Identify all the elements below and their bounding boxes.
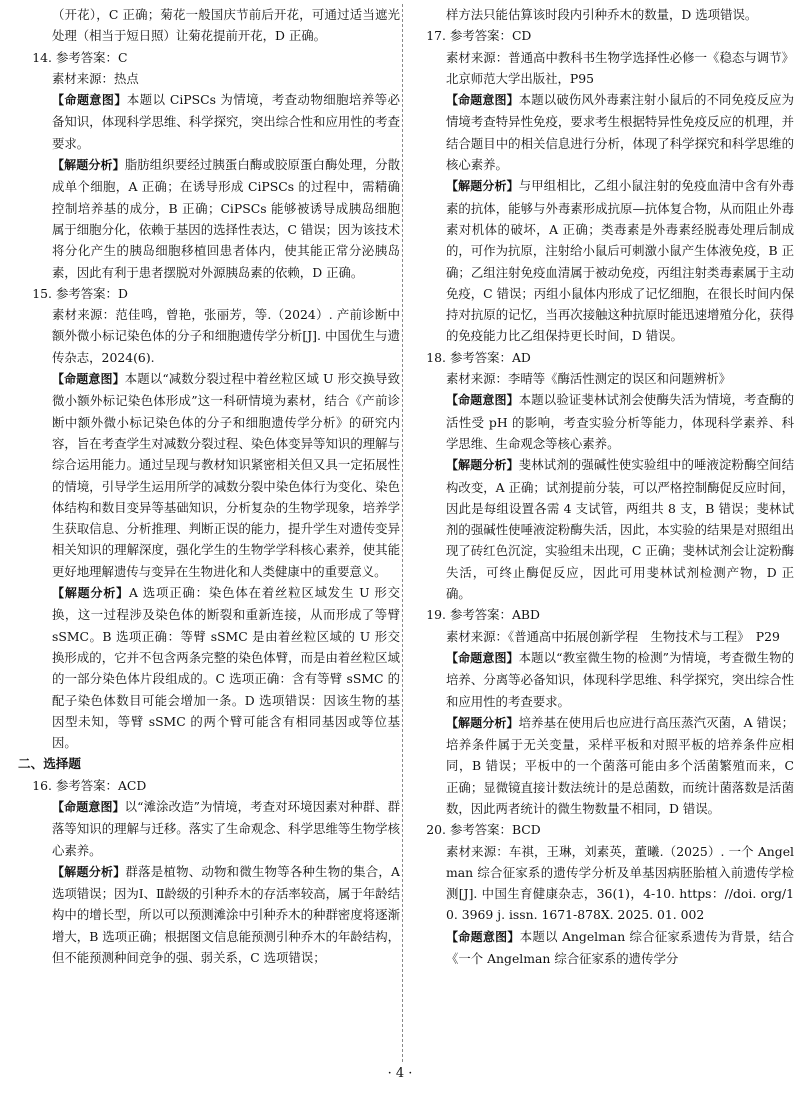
intent-text: 以“滩涂改造”为情境，考查对环境因素对种群、群落等知识的理解与迁移。落实了生命观念、科学思维等生物学核心素养。 [52,798,400,858]
question-number: 16. [32,777,52,793]
material-source: 素材来源：范佳鸣，曾艳，张丽芳，等.（2024）. 产前诊断中额外微小标记染色体的分子和细胞遗传学分析[J]. 中国优生与遗传杂志，2024(6). [52,307,400,365]
intent-label: 【命题意图】 [446,93,519,108]
question-16 [18,775,400,969]
answer-key: 参考答案：C [56,49,128,65]
question-number: 20. [426,822,446,838]
analysis-text: 群落是植物、动物和微生物等各种生物的集合，A 选项错误；因为Ⅰ、Ⅱ龄级的引种乔木的存活率较高，属于年龄结构中的增长型，所以可以预测滩涂中引种乔木的种群密度将逐渐增大，B 选项正确；根据图文信息能预测引种乔木的年龄结构，但不能预测种间竞争的强、弱关系，C 选项错误； [52,863,400,966]
answer-key: 参考答案：D [56,285,128,301]
question-18 [412,347,794,605]
intent-text: 本题以破伤风外毒素注射小鼠后的不同免疫反应为情境考查特异性免疫，要求考生根据特异性免疫反应的机理，并结合题目中的相关信息进行分析，体现了科学探究和科学思维的核心素养。 [446,92,794,173]
analysis-label: 【解题分析】 [52,586,130,601]
intent-label: 【命题意图】 [52,799,125,814]
question-number: 15. [32,285,52,301]
question-19 [412,604,794,819]
page-number: · 4 · [387,1066,413,1081]
analysis-label: 【解题分析】 [446,715,519,730]
analysis-text: A 选项正确：染色体在着丝粒区域发生 U 形交换，这一过程涉及染色体的断裂和重新连接，从而形成了等臂 sSMC。B 选项正确：等臂 sSMC 是由着丝粒区域的 U 形交换形成的，它并不包含两条完整的染色体臂，而是由着丝粒区域的一部分染色体片段组成的。C 选项正确：含有等臂 sSMC 的配子染色体数目可能会增加一条。D 选项错误：因该生物的基因型未知，等臂 sSMC 的两个臂可能含有相同基因或等位基因。 [52,585,400,751]
section-title: 二、选择题 [18,756,81,772]
intent-label: 【命题意图】 [446,393,519,408]
question-17 [412,25,794,346]
analysis-label: 【解题分析】 [52,158,125,173]
analysis-text: 与甲组相比，乙组小鼠注射的免疫血清中含有外毒素的抗体，能够与外毒素形成抗原—抗体复合物，从而阻止外毒素对机体的破坏，A 正确；类毒素是外毒素经脱毒处理后制成的，可作为抗原，注射给小鼠后可刺激小鼠产生体液免疫，B 正确；乙组注射免疫血清属于被动免疫，丙组注射类毒素属于主动免疫，C 错误；丙组小鼠体内形成了记忆细胞，在很长时间内保持对抗原的记忆，当再次接触这种抗原时能迅速增殖分化，获得的免疫能力比乙组保持更长时间，D 错误。 [446,178,794,344]
analysis-text: 脂肪组织要经过胰蛋白酶或胶原蛋白酶处理，分散成单个细胞，A 正确；在诱导形成 CiPSCs 的过程中，需精确控制培养基的成分，B 正确；CiPSCs 能够被诱导成胰岛细胞属于细胞分化，依赖于基因的选择性表达，C 错误；因为该技术将分化产生的胰岛细胞移植回患者体内，使其能正常分泌胰岛素，因此有利于患者摆脱对外源胰岛素的依赖，D 正确。 [52,157,400,280]
analysis-label: 【解题分析】 [52,864,126,879]
intent-label: 【命题意图】 [52,93,127,108]
intent-text: 本题以“减数分裂过程中着丝粒区域 U 形交换导致微小额外标记染色体形成”这一科研情境为素材，结合《产前诊断中额外微小标记染色体的分子和细胞遗传学分析》的研究内容，旨在考查学生对减数分裂过程、染色体变异等知识的理解与综合运用能力。通过呈现与教材知识紧密相关但又具一定拓展性的情境，引导学生运用所学的减数分裂中染色体行为变化、染色体结构和数目变异等基础知识，分析复杂的生物学现象，培养学生获取信息、分析推理、判断正误的能力，提升学生对遗传变异相关知识的理解深度，强化学生的生物学学科核心素养，使其能更好地理解遗传与变异在生物进化和人类健康中的重要意义。 [52,371,400,579]
answer-key: 参考答案：AD [450,349,531,365]
material-source: 素材来源：《普通高中拓展创新学程 生物技术与工程》 P29 [446,628,780,644]
answer-key: 参考答案：ABD [450,607,540,623]
intent-label: 【命题意图】 [52,372,125,387]
question-number: 18. [426,349,446,365]
material-source: 素材来源：热点 [52,70,139,86]
intent-label: 【命题意图】 [446,929,520,944]
intent-text: 本题以验证斐林试剂会使酶失活为情境，考查酶的活性受 pH 的影响，考查实验分析等能力，体现科学素养、科学思维、生命观念等核心素养。 [446,392,794,451]
intent-text: 本题以 Angelman 综合征家系遗传为背景，结合《一个 Angelman 综合征家系的遗传学分 [446,928,794,967]
material-source: 素材来源：车祺，王琳，刘素英，董曦.（2025）. 一个 Angelman 综合征家系的遗传学分析及单基因病胚胎植入前遗传学检测[J]. 中国生育健康杂志，36(1)，4-10. https：//doi. org/10. 3969 j. issn. 1671-878X. 2025. 01. 002 [446,843,794,923]
analysis-label: 【解题分析】 [446,179,519,194]
analysis-text: 培养基在使用后也应进行高压蒸汽灭菌，A 错误；培养条件属于无关变量，采样平板和对照平板的培养条件应相同，B 错误；平板中的一个菌落可能由多个活菌繁殖而来，C 正确；显微镜直接计数法统计的是总菌数，而统计菌落数是活菌数，因此两者统计的微生物数量不相同，D 错误。 [446,714,794,816]
question-number: 19. [426,607,446,623]
intent-text: 本题以 CiPSCs 为情境，考查动物细胞培养等必备知识，体现科学思维、科学探究，突出综合性和应用性的考查要求。 [52,92,400,151]
material-source: 素材来源：普通高中教科书生物学选择性必修一《稳态与调节》北京师范大学出版社，P95 [446,49,794,86]
left-column [18,4,400,1064]
answer-key: 参考答案：BCD [450,822,541,838]
question-14 [18,47,400,283]
intent-label: 【命题意图】 [446,650,519,665]
continuation-text: 样方法只能估算该时段内引种乔木的数量，D 选项错误。 [446,7,758,22]
question-15 [18,283,400,754]
question-20 [412,819,794,969]
question-number: 17. [426,28,446,44]
column-divider [402,4,403,1062]
analysis-label: 【解题分析】 [446,458,519,473]
intent-text: 本题以“教室微生物的检测”为情境，考查微生物的培养、分离等必备知识，体现科学思维、科学探究，突出综合性和应用性的考查要求。 [446,649,794,709]
continuation-text: （开花），C 正确；菊花一般国庆节前后开花，可通过适当遮光处理（相当于短日照）让菊花提前开花，D 正确。 [52,7,400,44]
material-source: 素材来源：李晴等《酶活性测定的误区和问题辨析》 [446,371,731,387]
answer-key: 参考答案：CD [450,28,532,44]
question-number: 14. [32,49,52,65]
answer-key: 参考答案：ACD [56,777,147,793]
right-column [412,4,794,1064]
analysis-text: 斐林试剂的强碱性使实验组中的唾液淀粉酶空间结构改变，A 正确；试剂提前分装，可以严格控制酶促反应时间，因此是每组设置各需 4 支试管，两组共 8 支，B 错误；斐林试剂的强碱性使唾液淀粉酶失活，因此，本实验的结果是对照组出现了砖红色沉淀，实验组未出现，C 正确；斐林试剂会让淀粉酶失活，可终止酶促反应，因此可用斐林试剂检测产物，D 正确。 [446,457,794,602]
